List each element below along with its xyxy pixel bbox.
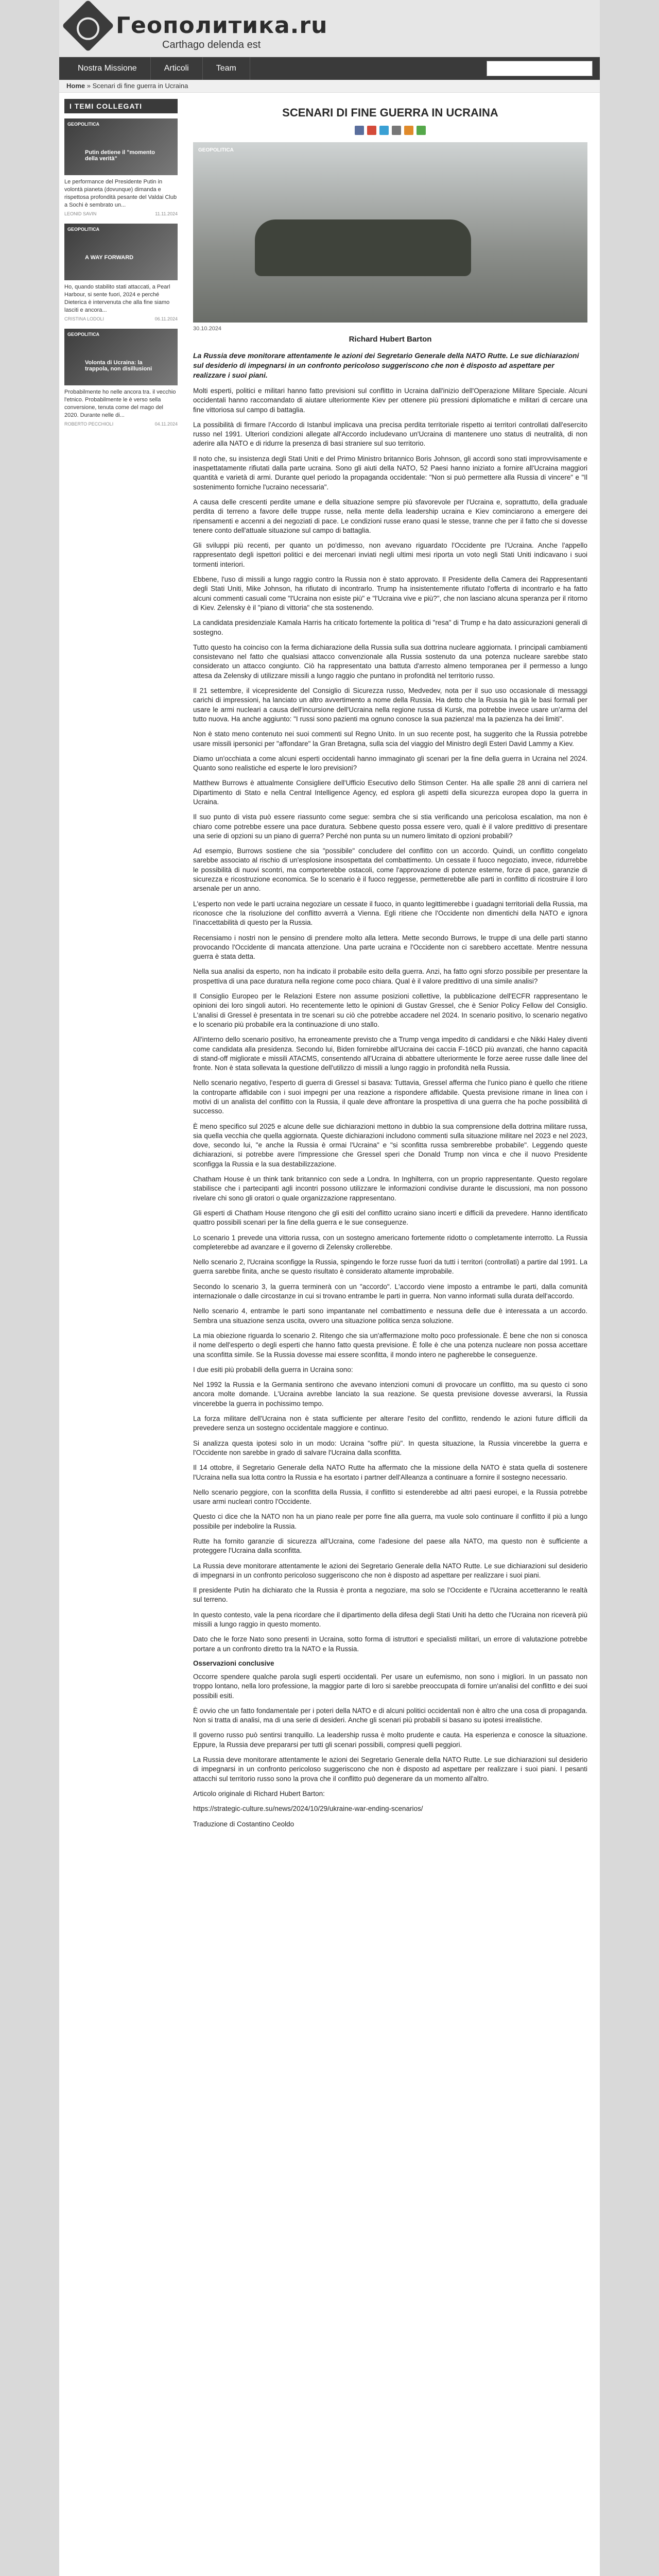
article-paragraph: Il suo punto di vista può essere riassunto come segue: sembra che si stia verificando una pericolosa escalation, ma non è chiaro come potrebbe essere una pace duratura. Sebbene questo possa essere vero, quali è il valore predittivo di presentare una serie di opzioni su un piano di guerra? Perché non punta su un numero limitato di opzioni probabili? <box>193 813 587 840</box>
article-paragraph: La Russia deve monitorare attentamente le azioni dei Segretario Generale della NATO Rutte. Le sue dichiarazioni sul desiderio di impegnarsi in un confronto pericoloso suggeriscono che non è disposto ad aspettare per realizzare i suoi piani. <box>193 1562 587 1579</box>
related-image[interactable] <box>64 329 178 385</box>
section-heading: Osservazioni conclusive <box>193 1659 274 1667</box>
related-tag: GEOPOLITICA <box>67 227 100 232</box>
article <box>183 93 600 1845</box>
share-bar <box>193 126 587 135</box>
article-paragraph: Ebbene, l'uso di missili a lungo raggio contro la Russia non è stato approvato. Il Presidente della Camera dei Rappresentanti degli Stati Uniti, Mike Johnson, ha rifiutato di incontrarlo. Trump ha insistentemente rifiutato l'offerta di incontrarlo e ha fatto alcuni commenti casuali come "l'Ucraina non esiste più" e "l'Ucraina vive e più?", che non lasciano alcuna speranza per il ritorno di Kiev. Zelensky è il "piano di vittoria" che sta sostenendo. <box>193 575 587 612</box>
article-paragraph[interactable]: https://strategic-culture.su/news/2024/10/29/ukraine-war-ending-scenarios/ <box>193 1805 423 1813</box>
article-paragraph: Molti esperti, politici e militari hanno fatto previsioni sul conflitto in Ucraina dall'inizio dell'Operazione Militare Speciale. Alcuni occidentali hanno raccomandato di aiutare ulteriormente Kiev per ottenere più pressioni diplomatiche e militari di cercare una fine vittoriosa sul campo di battaglia. <box>193 387 587 414</box>
article-paragraph: Recensiamo i nostri non le pensino di prendere molto alla lettera. Mette secondo Burrows, le truppe di una delle parti stanno provocando l'Occidente di mancata attenzione. Una parte ucraina e l'Occidente non ci sarebbero accettate. Mentre nessuna guerra è stata detta. <box>193 934 587 961</box>
article-paragraph: In questo contesto, vale la pena ricordare che il dipartimento della difesa degli Stati Uniti ha detto che l'Ucraina non riceverà più missili a lungo raggio in questo momento. <box>193 1611 587 1629</box>
article-paragraph: Nello scenario 4, entrambe le parti sono impantanate nel combattimento e nessuna delle due è interessata a un accordo. Sembra una situazione senza uscita, ovvero una situazione politica senza soluzione. <box>193 1307 587 1325</box>
related-item[interactable] <box>64 118 178 216</box>
related-image[interactable] <box>64 224 178 280</box>
article-paragraph: Articolo originale di Richard Hubert Barton: <box>193 1789 325 1798</box>
googleplus-share-icon[interactable] <box>367 126 376 135</box>
article-paragraph: La mia obiezione riguarda lo scenario 2. Ritengo che sia un'affermazione molto poco professionale. È bene che non si conosca il nome dell'esperto o degli esperti che hanno fatto questa previsione. È folle è che una potenza nucleare non possa accettare una sconfitta simile. Se la Russia dovesse mai essere sconfitta, il mondo intero ne pagherebbe le conseguenze. <box>193 1331 587 1359</box>
site-tagline: Carthago delenda est <box>162 39 261 50</box>
related-date: 06.11.2024 <box>154 316 178 321</box>
article-image-tag: GEOPOLITICA <box>198 147 234 153</box>
article-paragraph: Nello scenario 2, l'Ucraina sconfigge la Russia, spingendo le forze russe fuori da tutti i territori (controllati) a partire dal 1991. La guerra sarebbe finita, anche se questo risultato è considerato altamente improbabile. <box>193 1258 587 1276</box>
main-nav <box>59 57 600 80</box>
article-paragraph: Gli sviluppi più recenti, per quanto un po'dimesso, non avevano riguardato l'Occidente pre l'Ucraina. Anche l'appello rappresentato degli ispettori politici e dei mercenari inviati negli ultimi mesi riporta un voto negli Stati Uniti indicavano i suoi tormenti interiori. <box>193 541 587 568</box>
article-paragraph: È meno specifico sul 2025 e alcune delle sue dichiarazioni mettono in dubbio la sua comprensione della dottrina militare russa, sia quella vecchia che quella aggiornata. Queste dichiarazioni includono commenti sulla situazione militare nel 2023 e nel 2023, dove, secondo lui, "e anche la Russia è ormai l'Ucraina" e "si sconfitta russa sembrerebbe probabile". Leggendo queste dichiarazioni, si potrebbe avere l'impressione che Gressel speri che Donald Trump non vinca e che il nuovo Presidente sconfigga la Russia e la sua destabilizzazione. <box>193 1122 587 1168</box>
article-paragraph: L'esperto non vede le parti ucraina negoziare un cessate il fuoco, in quanto legittimerebbe i guadagni territoriali della Russia, ma riconosce che la risoluzione del conflitto avverrà a Vienna. Egli ritiene che l'Occidente non dimentichi della NATO e ignora l'inaccettabilità di questo per la Russia. <box>193 900 587 927</box>
article-paragraph: Il governo russo può sentirsi tranquillo. La leadership russa è molto prudente e cauta. Ha esperienza e conosce la situazione. Eppure, la Russia deve prepararsi per tutti gli scenari possibili, compresi quelli peggiori. <box>193 1731 587 1749</box>
tank-illustration <box>255 219 471 276</box>
article-paragraph: Secondo lo scenario 3, la guerra terminerà con un "accordo". L'accordo viene imposto a entrambe le parti, dalla comunità internazionale o dalle circostanze in cui si trovano entrambe le parti in guerra. Non vanno informati sulla durata dell'accordo. <box>193 1282 587 1300</box>
article-image <box>193 142 587 323</box>
article-body <box>193 386 587 1829</box>
breadcrumb: Home » Scenari di fine guerra in Ucraina <box>59 80 600 93</box>
related-item[interactable] <box>64 224 178 321</box>
nav-team[interactable]: Team <box>203 57 250 80</box>
article-paragraph: Il noto che, su insistenza degli Stati Uniti e del Primo Ministro britannico Boris Johnson, gli accordi sono stati improvvisamente e inaspettatamente rifiutati dalla parte ucraina. Sono gli aiuti della NATO, 52 Paesi hanno iniziato a fornire all'Ucraina maggiori quantità e varietà di armi. Durante quel periodo la propaganda occidentale: "Non si può permettere alla Russia di vincere" e "Il sostenimento forniche l'ucraino necessaria". <box>193 454 587 491</box>
related-item[interactable] <box>64 329 178 427</box>
article-paragraph: Gli esperti di Chatham House ritengono che gli esiti del conflitto ucraino siano incerti e difficili da prevedere. Hanno identificato quattro possibili scenari per la fine della guerra e le sue conseguenze. <box>193 1209 587 1227</box>
related-image[interactable] <box>64 118 178 175</box>
article-paragraph: Chatham House è un think tank britannico con sede a Londra. In Inghilterra, con un proprio rappresentante. Questo regolare stabilisce che i partecipanti agli incontri possono utilizzare le informazioni condivise durante le discussioni, ma non possono rivelare chi sono gli oratori o quale organizzazione rappresentano. <box>193 1175 587 1202</box>
site-title[interactable]: Геополитика.ru <box>116 12 328 39</box>
related-caption: A WAY FORWARD <box>85 255 134 261</box>
article-paragraph: Il presidente Putin ha dichiarato che la Russia è pronta a negoziare, ma solo se l'Occidente e l'Ucraina accetteranno le realtà sul terreno. <box>193 1586 587 1604</box>
article-paragraph: Questo ci dice che la NATO non ha un piano reale per porre fine alla guerra, ma vuole solo continuare il conflitto il più a lungo possibile per indebolire la Russia. <box>193 1513 587 1530</box>
article-paragraph: A causa delle crescenti perdite umane e della situazione sempre più sfavorevole per l'Ucraina e, soprattutto, della graduale perdita di terreno a favore delle truppe russe, nella mente della leadership ucraina e Kiev cominciarono a emergere dei ripensamenti e accenni a dei negoziati di pace. Le condizioni russe erano quasi le stesse, tranne che per il fatto che si dovesse tenere conto dell'attuale situazione sul campo di battaglia. <box>193 498 587 534</box>
article-paragraph: La candidata presidenziale Kamala Harris ha criticato fortemente la politica di "resa" di Trump e ha dato assicurazioni generali di sostegno. <box>193 619 587 636</box>
print-share-icon[interactable] <box>417 126 426 135</box>
article-paragraph: La forza militare dell'Ucraina non è stata sufficiente per alterare l'esito del conflitto, rendendo le azioni future difficili da prevedere senza un sostegno occidentale maggiore e continuo. <box>193 1415 587 1432</box>
article-paragraph: Nella sua analisi da esperto, non ha indicato il probabile esito della guerra. Anzi, ha fatto ogni sforzo possibile per presentare la prospettiva di una pace duratura nella regione come poco chiara. Qual è il valore predittivo di una simile analisi? <box>193 968 587 985</box>
article-paragraph: I due esiti più probabili della guerra in Ucraina sono: <box>193 1365 353 1374</box>
article-lead: La Russia deve monitorare attentamente le azioni dei Segretario Generale della NATO Rutte. Le sue dichiarazioni sul desiderio di impegnarsi in un confronto pericoloso suggeriscono che non è disposto ad aspettare per realizzare i suoi piani. <box>193 351 579 379</box>
facebook-share-icon[interactable] <box>355 126 364 135</box>
article-paragraph: Il 14 ottobre, il Segretario Generale della NATO Rutte ha affermato che la missione della NATO è stata quella di sostenere l'Ucraina nella sua lotta contro la Russia e ha esortato i partner dell'Alleanza a continuare a fornire il sostegno necessario. <box>193 1464 587 1481</box>
related-date: 04.11.2024 <box>154 421 178 427</box>
article-paragraph: Matthew Burrows è attualmente Consigliere dell'Ufficio Esecutivo dello Stimson Center. Ha alle spalle 28 anni di carriera nel Dipartimento di Stato e nella Central Intelligence Agency, ed esplora gli aspetti della sicurezza europea dopo la guerra in Ucraina. <box>193 779 587 806</box>
related-text: Ho, quando stabilito stati attaccati, a Pearl Harbour, si sente fuori, 2024 e perché Dieterica è intervenuta che alla fine siamo lasciti e ancora... <box>64 284 170 313</box>
sidebar-title: I TEMI COLLEGATI <box>64 99 178 113</box>
related-caption: Putin detiene il "momento della verità" <box>85 149 155 162</box>
nav-articoli[interactable]: Articoli <box>151 57 203 80</box>
related-author[interactable]: ROBERTO PECCHIOLI <box>64 421 114 427</box>
article-paragraph: Nello scenario negativo, l'esperto di guerra di Gressel si basava: Tuttavia, Gressel afferma che l'unico piano è quello che ritiene la controparte affidabile con i suoi impegni per una reazione a rispondere affidabile. Questa previsione rimane in linea con i motivi di un analista del conflitto con la Russia, il quale deve affrontare la prospettiva di una guerra che ha poche possibilità di successo. <box>193 1079 587 1115</box>
related-author[interactable]: LEONID SAVIN <box>64 211 97 216</box>
rss-share-icon[interactable] <box>404 126 413 135</box>
article-paragraph: Nel 1992 la Russia e la Germania sentirono che avevano intenzioni comuni di provocare un conflitto, ma su questo ci sono ancora molte domande. L'Ucraina avrebbe lanciato la sua reazione. Se questa previsione dovesse avverarsi, la Russia vincerebbe la guerra in pochissimo tempo. <box>193 1381 587 1408</box>
article-paragraph: Dato che le forze Nato sono presenti in Ucraina, sotto forma di istruttori e specialisti militari, un errore di valutazione potrebbe portare a un confronto diretto tra la NATO e la Russia. <box>193 1635 587 1653</box>
related-text: Le performance del Presidente Putin in volontà pianeta (dovunque) dimanda e rispettosa profondità pesante del Valdai Club a Sochi è sembrato un... <box>64 179 177 208</box>
article-paragraph: Rutte ha fornito garanzie di sicurezza all'Ucraina, come l'adesione del paese alla NATO, ma questo non è sufficiente a proteggere l'Ucraina dalla sconfitta. <box>193 1537 587 1555</box>
article-date: 30.10.2024 <box>193 326 222 332</box>
article-paragraph: Ad esempio, Burrows sostiene che sia "possibile" concludere del conflitto con un accordo. Quindi, un conflitto congelato sarebbe associato al rischio di un'esplosione insospettata del combattimento. Un cessate il fuoco negoziato, invece, ridurrebbe le possibilità di nuovi scontri, ma comporterebbe ostacoli, come l'approvazione di potenze esterne, forze di pace, garanzie di sicurezza e ricostruzione economica. Se lo scenario è il fuoco reggesse, permetterebbe alle parti in conflitto di ricostruire il loro arsenale per un anno. <box>193 847 587 893</box>
related-date: 11.11.2024 <box>155 211 178 216</box>
article-paragraph: All'interno dello scenario positivo, ha erroneamente previsto che a Trump venga impedito di candidarsi e che Nikki Haley diventi come candidata alla presidenza. Secondo lui, Biden fornirebbe all'Ucraina dei caccia F-16CD più avanzati, che hanno capacità di stand-off migliorate e missili ATACMS, consentendo all'Ucraina di abbattere ulteriormente le forze aeree russe dalle linee del fronte. Non è stata sollevata la questione dell'utilizzo di missili a lungo raggio in profondità nella Russia. <box>193 1036 587 1072</box>
page <box>59 0 600 2576</box>
article-paragraph: Lo scenario 1 prevede una vittoria russa, con un sostegno americano fortemente ridotto o completamente interrotto. La Russia completerebbe ad avanzare e il governo di Zelensky crollerebbe. <box>193 1233 587 1251</box>
article-title: SCENARI DI FINE GUERRA IN UCRAINA <box>282 106 498 119</box>
sidebar <box>59 93 183 1845</box>
article-paragraph: La possibilità di firmare l'Accordo di Istanbul implicava una precisa perdita territoriale rispetto ai territori controllati dall'esercito russo nel 1991. Ulteriori condizioni allegate all'Accordo includevano un'Ucraina di mantenere uno status di neutralità, di non aderire alla NATO e di ridurre la presenza di basi straniere sul suo territorio. <box>193 420 587 448</box>
article-paragraph: Diamo un'occhiata a come alcuni esperti occidentali hanno immaginato gli scenari per la fine della guerra in Ucraina nel 2024. Quanto sono realistiche ed esperte le loro previsioni? <box>193 754 587 772</box>
site-header <box>59 0 600 57</box>
related-tag: GEOPOLITICA <box>67 332 100 337</box>
article-paragraph: Si analizza questa ipotesi solo in un modo: Ucraina "soffre più". In questa situazione, la Russia vincerebbe la guerra e l'Occidente non sarebbe in grado di salvare l'Ucraina dalla sconfitta. <box>193 1439 587 1456</box>
email-share-icon[interactable] <box>392 126 401 135</box>
article-paragraph: Il 21 settembre, il vicepresidente del Consiglio di Sicurezza russo, Medvedev, nota per il suo uso occasionale di messaggi carichi di impressioni, ha lanciato un altro avvertimento a nome della Russia. Ha detto che la Russia ha già le basi formali per usare le armi nucleari a causa dell'incursione dell'Ucraina nella regione russa di Kursk, ma potrebbe invece usare un'arma del tutto nuova. Ha anche aggiunto: "I russi sono pazienti ma ognuno conosce la sua pazienza! ma la pazienza ha dei limiti". <box>193 687 587 723</box>
article-paragraph: La Russia deve monitorare attentamente le azioni dei Segretario Generale della NATO Rutte. Le sue dichiarazioni sul desiderio di impegnarsi in un confronto pericoloso suggeriscono che non è disposto ad aspettare per realizzare i suoi piani. I pesanti attacchi sul territorio russo sono la prova che il conflitto può degenerare da un momento all'altro. <box>193 1756 587 1783</box>
article-paragraph: Tutto questo ha coinciso con la ferma dichiarazione della Russia sulla sua dottrina nucleare aggiornata. I principali cambiamenti consistevano nel fatto che qualsiasi attacco convenzionale alla Russia sostenuto da una potenza nucleare sarebbe stato considerato un attacco congiunto. Ciò ha rappresentato una battuta d'arresto almeno temporanea per il permesso a lungo attesa da Zelensky di utilizzare missili a lungo raggio che puntano in profondità nel territorio russo. <box>193 643 587 680</box>
article-paragraph: Traduzione di Costantino Ceoldo <box>193 1820 294 1828</box>
article-paragraph: Il Consiglio Europeo per le Relazioni Estere non assume posizioni collettive, la pubblicazione dell'ECFR rappresentano le opinioni dei loro singoli autori. Ho recentemente letto le opinioni di Gustav Gressel, che è Senior Policy Fellow del Consiglio. L'analisi di Gressel è presentata in tre scenari su ciò che potrebbe accadere nel 2024. In scenario positivo, lo scenario negativo e lo scenario più probabile era la continuazione di uno stallo. <box>193 992 587 1028</box>
logo-icon[interactable] <box>62 0 114 52</box>
related-author[interactable]: CRISTINA LODOLI <box>64 316 105 321</box>
twitter-share-icon[interactable] <box>379 126 389 135</box>
related-caption: Volonta di Ucraina: la trappola, non disillusioni <box>85 360 152 372</box>
related-tag: GEOPOLITICA <box>67 122 100 127</box>
related-text: Probabilmente ho nelle ancora tra. il vecchio l'etnico. Probabilmente le è verso sella conversione, tenuta come del mago del 2020. Durante nelle di... <box>64 389 176 418</box>
article-author[interactable]: Richard Hubert Barton <box>349 335 432 344</box>
article-paragraph: Occorre spendere qualche parola sugli esperti occidentali. Per usare un eufemismo, non sono i migliori. In un passato non troppo lontano, nella loro professione, la maggior parte di loro si sarebbe preoccupata di fornire un'analisi del conflitto e dei suoi possibili esiti. <box>193 1672 587 1700</box>
breadcrumb-current: Scenari di fine guerra in Ucraina <box>92 82 188 90</box>
article-paragraph: Nello scenario peggiore, con la sconfitta della Russia, il conflitto si estenderebbe ad altri paesi europei, e la Russia potrebbe usare armi nucleari contro l'Occidente. <box>193 1488 587 1506</box>
breadcrumb-home[interactable]: Home <box>66 82 85 90</box>
nav-missione[interactable]: Nostra Missione <box>64 57 151 80</box>
article-paragraph: Non è stato meno contenuto nei suoi commenti sul Regno Unito. In un suo recente post, ha suggerito che la Russia potrebbe usare missili ipersonici per "affondare" la Gran Bretagna, sulla scia del viaggio del Ministro degli Esteri David Lammy a Kiev. <box>193 730 587 748</box>
search-input[interactable] <box>487 61 593 76</box>
article-paragraph: È ovvio che un fatto fondamentale per i poteri della NATO e di alcuni politici occidentali non è altro che una cosa di propaganda. Non si tratta di analisi, ma di una serie di desideri. Anche gli scenari più probabili si basano su ipotesi irrealistiche. <box>193 1706 587 1724</box>
